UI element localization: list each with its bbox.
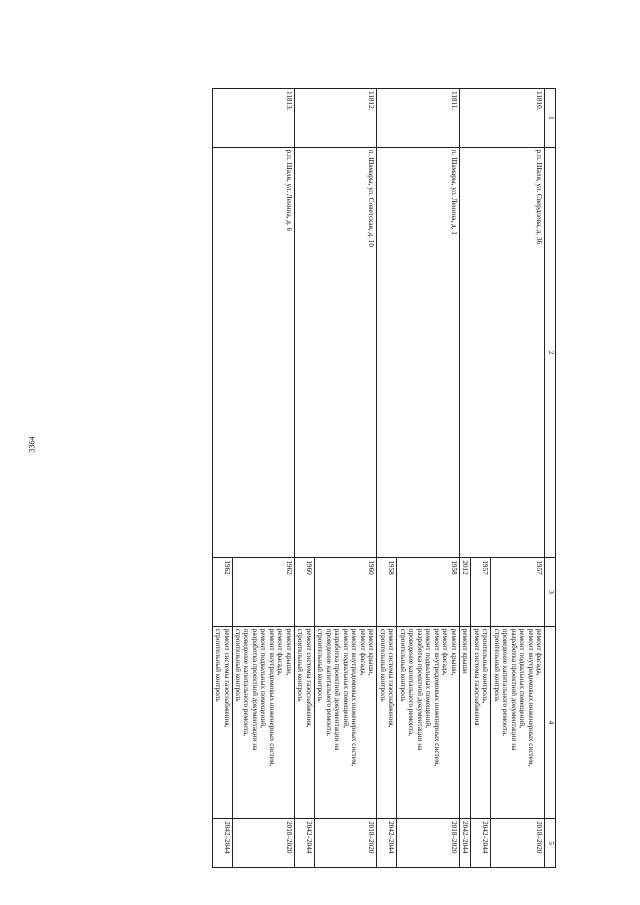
header-col-2: 2 [545, 147, 556, 558]
header-row [545, 89, 556, 868]
entry-address: р.п. Шаля, ул. Свердлова, д. 36 [459, 147, 544, 558]
row-period: 2018–2020 [232, 819, 294, 868]
row-year: 1962 [212, 558, 232, 626]
work-item: ремонт фасада, [535, 628, 543, 676]
work-item: ремонт подвальных помещений, [424, 628, 433, 728]
work-item: строительный контроль, [481, 628, 490, 704]
work-item: строительный контроль [214, 628, 223, 702]
work-item: ремонт внутридомовых инженерных систем, [267, 628, 276, 767]
work-item: ремонт внутридомовых инженерных систем, [526, 628, 535, 767]
row-period: 2042–2044 [294, 819, 314, 868]
work-item: ремонт фасада, [441, 628, 450, 676]
work-item: ремонт системы газоснабжения, [387, 628, 396, 728]
work-item: ремонт системы газоснабжения [472, 628, 481, 726]
work-item: разработка проектной документации на [333, 628, 342, 751]
row-works [491, 626, 545, 818]
work-item: ремонт подвальных помещений, [518, 628, 527, 728]
row-works [212, 626, 232, 818]
row-year: 1957 [491, 558, 545, 626]
work-item: строительный контроль [378, 628, 387, 702]
row-period: 2018–2020 [314, 819, 376, 868]
entry-address: п. Шамары, ул. Ленина, д. 1 [377, 147, 459, 558]
work-item: ремонт внутридомовых инженерных систем, [432, 628, 441, 767]
entry-number: 11812. [294, 89, 376, 148]
row-period: 2018–2020 [491, 819, 545, 868]
work-item: строительный контроль [234, 628, 243, 702]
page-number: 3364 [27, 436, 37, 453]
entry-number: 11811. [377, 89, 459, 148]
work-item: ремонт крыши, [367, 628, 376, 676]
header-col-5: 5 [545, 819, 556, 868]
work-item: строительный контроль [316, 628, 325, 702]
row-works [471, 626, 491, 818]
work-item: разработка проектной документации на [415, 628, 424, 751]
row-year: 1958 [377, 558, 397, 626]
work-item: строительный контроль [296, 628, 305, 702]
work-item: ремонт крыши, [284, 628, 293, 676]
work-item: проведение капитального ремонта, [324, 628, 333, 736]
work-item: ремонт фасада, [358, 628, 367, 676]
entry-address: р.п. Шаля, ул. Ленина, д. 6 [212, 147, 294, 558]
row-works [232, 626, 294, 818]
work-item: разработка проектной документации на [509, 628, 518, 751]
row-period: 2042–2044 [471, 819, 491, 868]
rotated-table-container [78, 88, 556, 868]
row-year: 2012 [459, 558, 470, 626]
row-year: 1957 [471, 558, 491, 626]
work-item: строительный контроль [492, 628, 501, 702]
work-item: проведение капитального ремонта, [407, 628, 416, 736]
work-item: проведение капитального ремонта, [242, 628, 251, 736]
work-item: ремонт подвальных помещений, [259, 628, 268, 728]
row-period: 2042–2044 [212, 819, 232, 868]
row-year: 1958 [397, 558, 459, 626]
row-works [397, 626, 459, 818]
table-row [232, 89, 294, 868]
row-year: 1960 [314, 558, 376, 626]
row-year: 1962 [232, 558, 294, 626]
entry-number: 11810. [459, 89, 544, 148]
work-item: ремонт системы газоснабжения, [304, 628, 313, 728]
table-row [491, 89, 545, 868]
header-col-3: 3 [545, 558, 556, 626]
table-row [314, 89, 376, 868]
work-item: разработка проектной документации на [250, 628, 259, 751]
work-item: ремонт фасада, [276, 628, 285, 676]
work-item: строительный контроль [398, 628, 407, 702]
row-period: 2018–2020 [397, 819, 459, 868]
row-period: 2042–2044 [459, 819, 470, 868]
entry-address: п. Шамары, ул. Советская, д. 10 [294, 147, 376, 558]
work-item: ремонт внутридомовых инженерных систем, [350, 628, 359, 767]
table-body [212, 89, 544, 868]
work-item: ремонт подвальных помещений, [341, 628, 350, 728]
row-works [459, 626, 470, 818]
entry-number: 11813. [212, 89, 294, 148]
work-item: ремонт системы газоснабжения, [222, 628, 231, 728]
row-works [294, 626, 314, 818]
row-works [314, 626, 376, 818]
work-item: ремонт крыши [461, 628, 470, 674]
header-col-1: 1 [545, 89, 556, 148]
work-item: ремонт крыши, [449, 628, 458, 676]
table-row [397, 89, 459, 868]
row-period: 2042–2044 [377, 819, 397, 868]
work-item: проведение капитального ремонта, [501, 628, 510, 736]
row-works [377, 626, 397, 818]
row-year: 1960 [294, 558, 314, 626]
header-col-4: 4 [545, 626, 556, 818]
repair-schedule-table [212, 88, 556, 868]
